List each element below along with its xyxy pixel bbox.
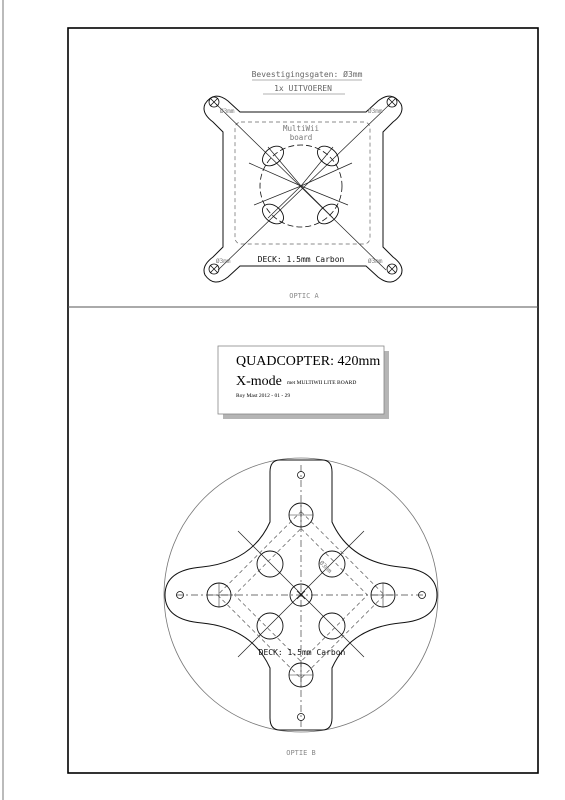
drawing-title: QUADCOPTER: 420mm [236, 354, 381, 369]
quantity-note: 1x UITVOEREN [274, 84, 332, 93]
hole-dimension-b: Ø3mm [317, 559, 333, 575]
deck-label-b: DECK: 1.5mm Carbon [258, 648, 346, 657]
multiwii-label: MultiWii [282, 124, 320, 133]
view-a-caption: OPTIC A [289, 292, 319, 300]
mode-description: met MULTIWII LITE BOARD [287, 380, 357, 386]
author-date: Roy Mast 2012 - 01 - 29 [236, 393, 291, 399]
board-label: board [289, 133, 313, 142]
hole-dimension-tr: Ø3mm [368, 108, 383, 115]
deck-label-a: DECK: 1.5mm Carbon [257, 255, 345, 264]
title-block [218, 346, 389, 419]
arm-lines-b [238, 531, 364, 657]
radial-lines [249, 147, 352, 218]
view-a [204, 69, 402, 300]
hole-dimension-tl: Ø3mm [220, 108, 235, 115]
hole-dimension-br: Ø3mm [368, 258, 383, 265]
mode-label: X-mode [236, 374, 282, 389]
mounting-holes-note: Bevestigingsgaten: Ø3mm [251, 70, 363, 79]
hole-dimension-bl: Ø3mm [216, 258, 231, 265]
view-b [164, 458, 438, 757]
view-b-caption: OPTIE B [286, 749, 316, 757]
